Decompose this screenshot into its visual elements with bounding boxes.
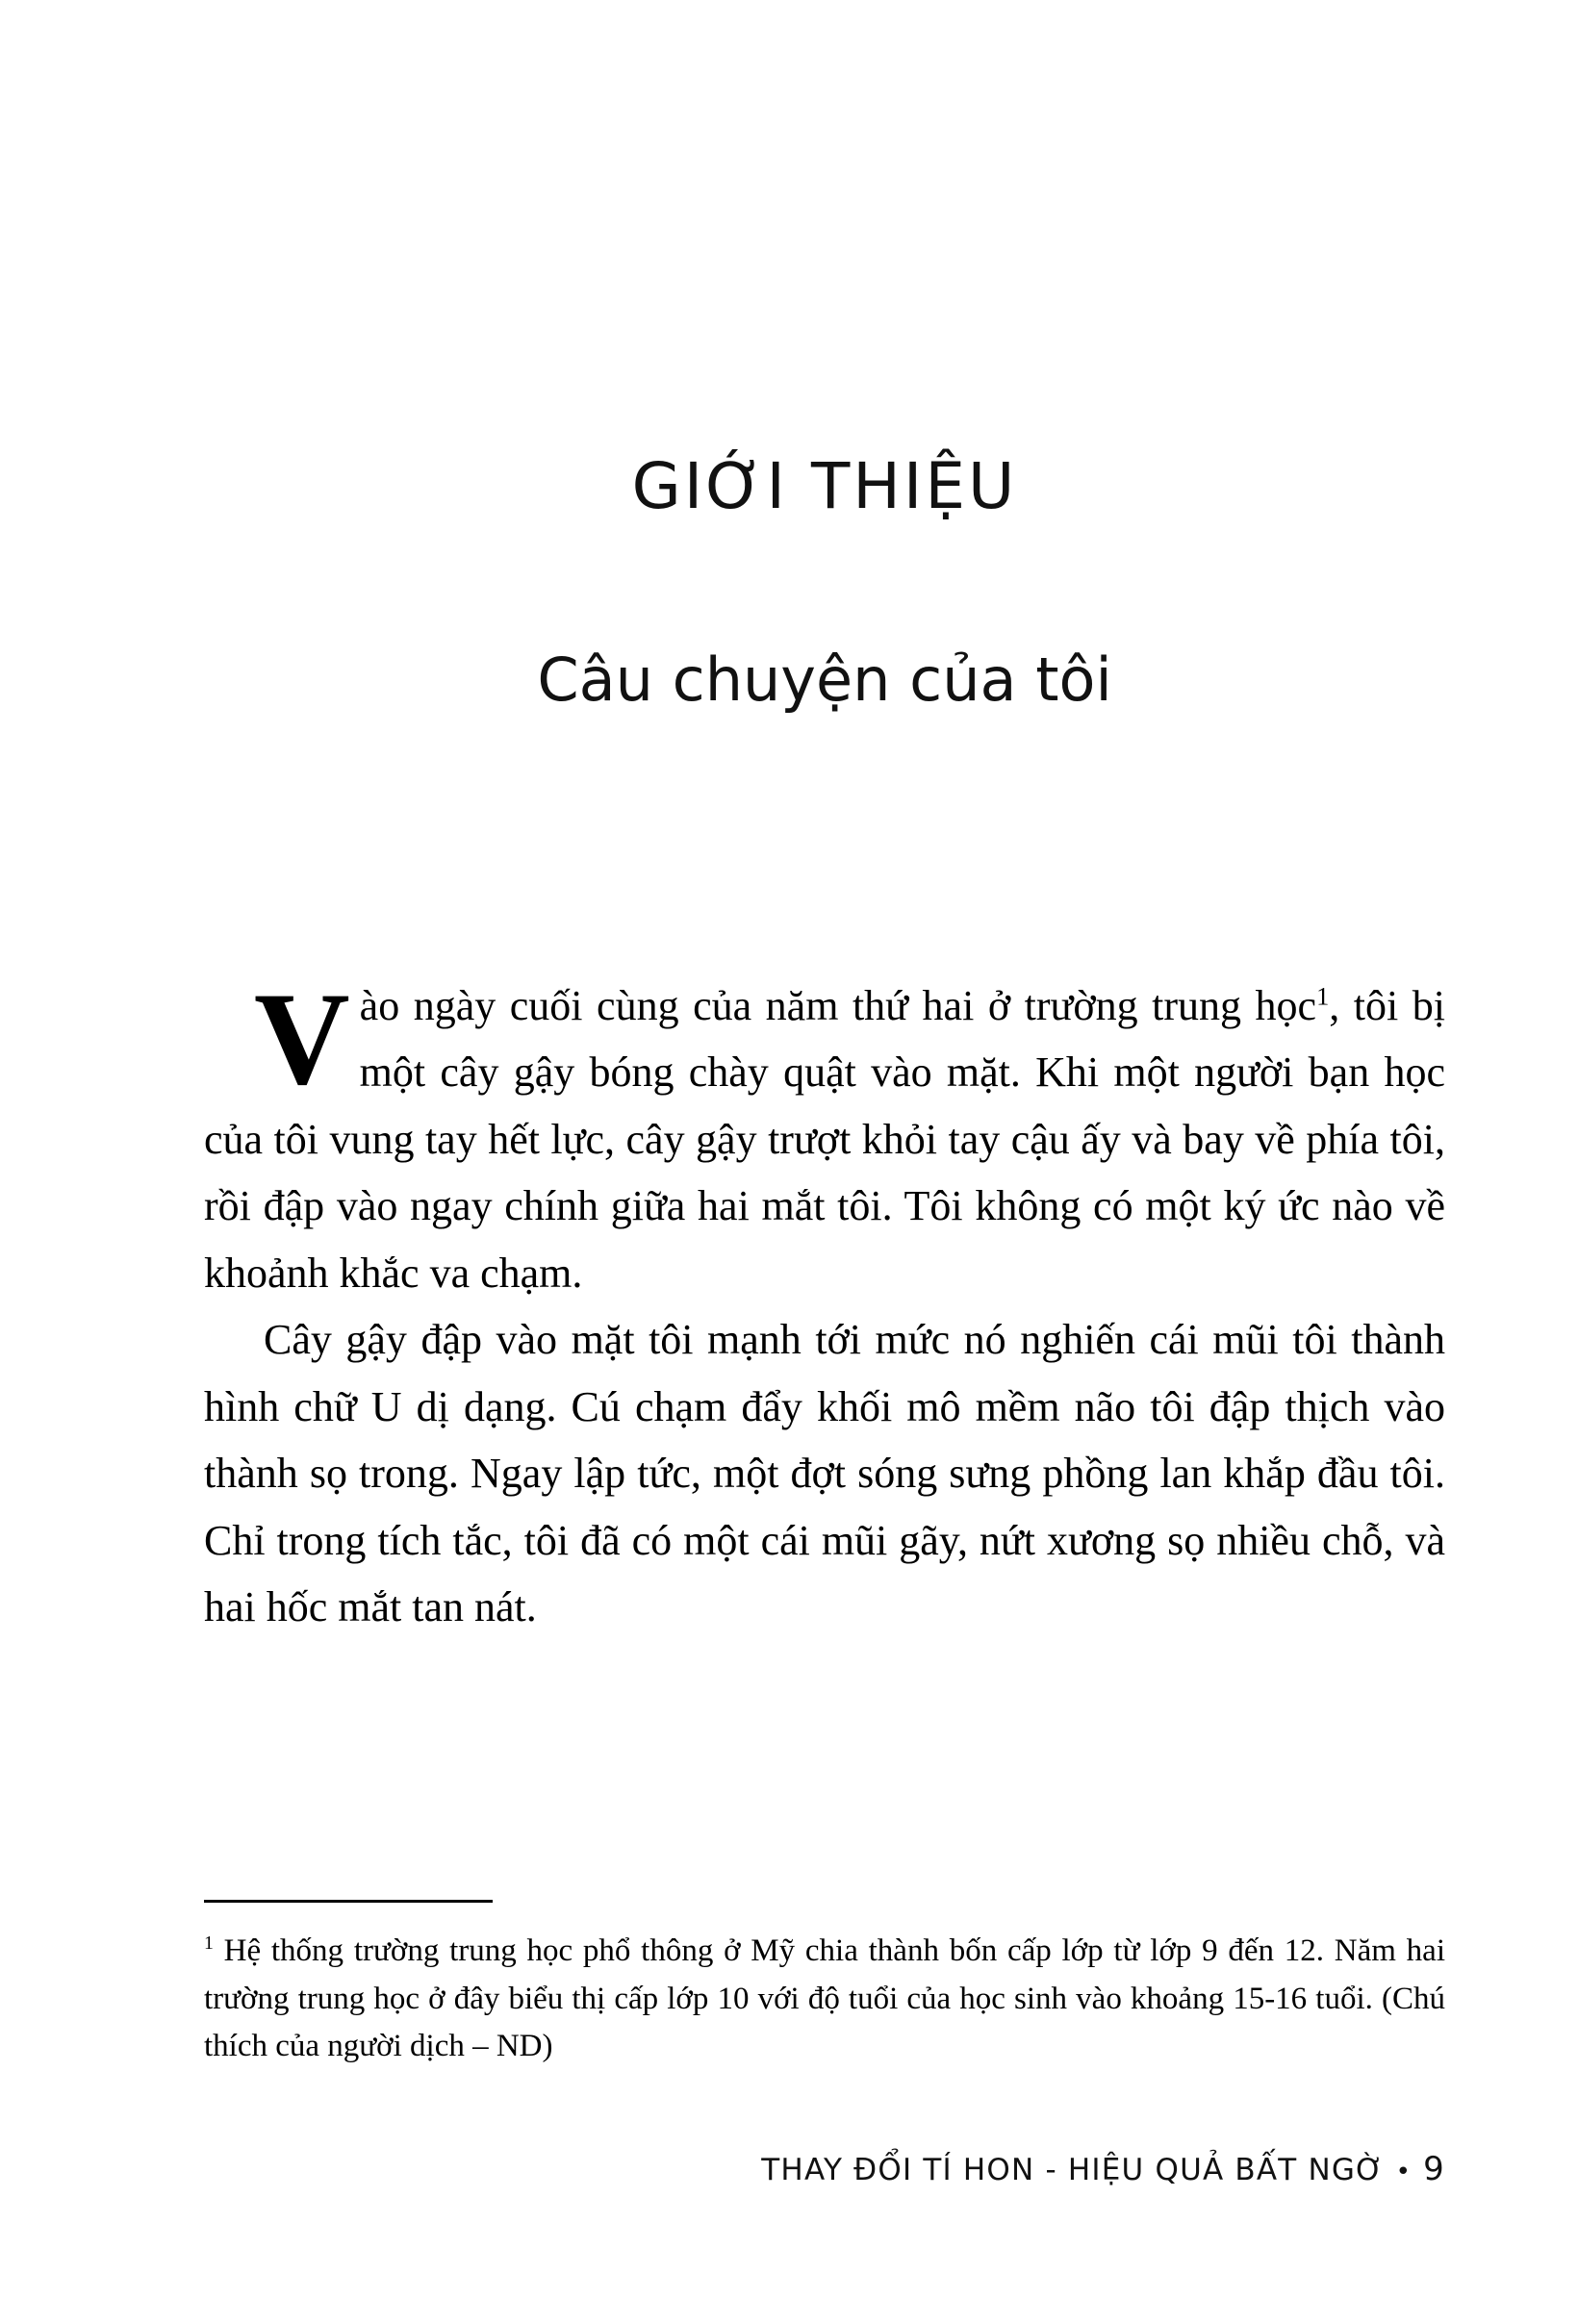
chapter-title: Câu chuyện của tôi <box>537 644 1112 715</box>
footnote-body: Hệ thống trường trung học phổ thông ở Mỹ chia thành bốn cấp lớp từ lớp 9 đến 12. Năm hai trường trung học ở đây biểu thị cấp lớp 10 với độ tuổi của học sinh vào khoảng 15-16 tuổi. (Chú thích của người dịch – ND) <box>204 1933 1445 2063</box>
footnote-number: 1 <box>204 1932 214 1954</box>
chapter-heading <box>204 449 1445 715</box>
page-content <box>204 0 1445 2324</box>
chapter-label: GIỚI THIỆU <box>631 449 1018 523</box>
paragraph-1-lead: ào ngày cuối cùng của năm thứ hai ở trường trung học <box>359 981 1317 1029</box>
page-number: 9 <box>1423 2150 1445 2188</box>
paragraph-2: Cây gậy đập vào mặt tôi mạnh tới mức nó nghiến cái mũi tôi thành hình chữ U dị dạng. Cú chạm đẩy khối mô mềm não tôi đập thịch vào thành sọ trong. Ngay lập tức, một đợt sóng sưng phồng lan khắp đầu tôi. Chỉ trong tích tắc, tôi đã có một cái mũi gãy, nứt xương sọ nhiều chỗ, và hai hốc mắt tan nát. <box>204 1316 1445 1631</box>
body-text <box>204 964 1445 1641</box>
footnote-marker: 1 <box>1316 981 1330 1011</box>
footnote-1 <box>204 1928 1445 2071</box>
paragraph-1-rest: , tôi bị một cây gậy bóng chày quật vào mặt. Khi một người bạn học của tôi vung tay hết lực, cây gậy trượt khỏi tay cậu ấy và bay về phía tôi, rồi đập vào ngay chính giữa hai mắt tôi. Tôi không có một ký ức nào về khoảnh khắc va chạm. <box>204 981 1445 1297</box>
footnote-area <box>204 1900 1445 2071</box>
page-footer <box>204 2150 1445 2188</box>
drop-cap: V <box>254 964 350 1112</box>
paragraph-1 <box>204 964 1445 1307</box>
footer-separator: • <box>1395 2157 1413 2186</box>
running-head-title: THAY ĐỔI TÍ HON - HIỆU QUẢ BẤT NGỜ <box>761 2153 1385 2187</box>
footnote-divider <box>204 1900 493 1903</box>
